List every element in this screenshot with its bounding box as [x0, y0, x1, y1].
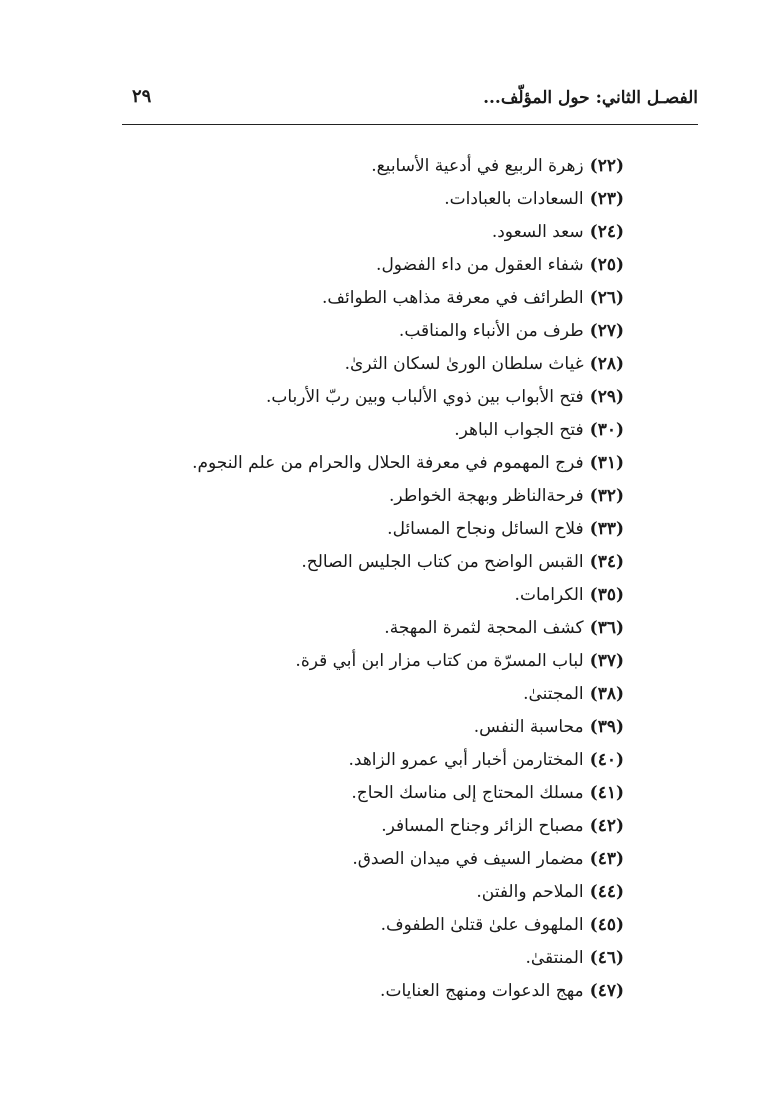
item-title: لباب المسرّة من كتاب مزار ابن أبي قرة.: [295, 651, 584, 671]
list-item: [64, 843, 624, 876]
page-header: [122, 84, 698, 118]
item-number: (٢٤): [589, 222, 624, 242]
list-item: [64, 381, 624, 414]
list-item: [64, 744, 624, 777]
item-number: (٣٧): [589, 651, 624, 671]
item-title: المجتنىٰ.: [523, 684, 584, 704]
list-item: [64, 942, 624, 975]
item-title: الطرائف في معرفة مذاهب الطوائف.: [322, 288, 584, 308]
list-item: [64, 579, 624, 612]
item-title: فرحةالناظر وبهجة الخواطر.: [389, 486, 584, 506]
list-item: [64, 513, 624, 546]
item-number: (٤٥): [589, 915, 624, 935]
item-number: (٤٣): [589, 849, 624, 869]
list-item: [64, 810, 624, 843]
list-item: [64, 777, 624, 810]
item-title: الملاحم والفتن.: [476, 882, 584, 902]
item-title: سعد السعود.: [491, 222, 584, 242]
item-title: فرج المهموم في معرفة الحلال والحرام من علم النجوم.: [192, 453, 584, 473]
item-number: (٤٠): [589, 750, 624, 770]
item-number: (٤٤): [589, 882, 624, 902]
item-number: (٢٧): [589, 321, 624, 341]
item-number: (٤٦): [589, 948, 624, 968]
item-number: (٣٨): [589, 684, 624, 704]
item-number: (٣٩): [589, 717, 624, 737]
item-number: (٣٥): [589, 585, 624, 605]
item-title: القبس الواضح من كتاب الجليس الصالح.: [301, 552, 584, 572]
item-number: (٢٩): [589, 387, 624, 407]
list-item: [64, 348, 624, 381]
item-title: طرف من الأنباء والمناقب.: [398, 321, 584, 341]
list-item: [64, 249, 624, 282]
page-number: ٢٩: [132, 86, 152, 107]
item-title: مهج الدعوات ومنهج العنايات.: [380, 981, 584, 1001]
item-number: (٢٣): [589, 189, 624, 209]
item-title: مسلك المحتاج إلى مناسك الحاج.: [351, 783, 584, 803]
list-item: [64, 711, 624, 744]
item-number: (٣١): [589, 453, 624, 473]
list-item: [64, 612, 624, 645]
list-item: [64, 150, 624, 183]
item-title: كشف المحجة لثمرة المهجة.: [384, 618, 584, 638]
list-item: [64, 975, 624, 1008]
item-title: الكرامات.: [514, 585, 584, 605]
item-title: محاسبة النفس.: [473, 717, 584, 737]
item-number: (٤٢): [589, 816, 624, 836]
item-number: (٢٥): [589, 255, 624, 275]
list-item: [64, 183, 624, 216]
item-number: (٤٧): [589, 981, 624, 1001]
item-number: (٢٢): [589, 156, 624, 176]
item-title: غياث سلطان الورىٰ لسكان الثرىٰ.: [344, 354, 584, 374]
chapter-title: الفصـل الثاني: حول المؤلّف...: [483, 88, 698, 108]
list-item: [64, 282, 624, 315]
item-title: فتح الجواب الباهر.: [454, 420, 584, 440]
item-title: المختارمن أخبار أبي عمرو الزاهد.: [348, 750, 584, 770]
item-title: المنتقىٰ.: [525, 948, 584, 968]
item-title: مصباح الزائر وجناح المسافر.: [381, 816, 584, 836]
list-item: [64, 678, 624, 711]
list-item: [64, 645, 624, 678]
item-number: (٣٦): [589, 618, 624, 638]
list-item: [64, 909, 624, 942]
list-item: [64, 216, 624, 249]
list-item: [64, 480, 624, 513]
book-list: [64, 150, 624, 1008]
list-item: [64, 876, 624, 909]
list-item: [64, 414, 624, 447]
item-title: فلاح السائل ونجاح المسائل.: [387, 519, 584, 539]
item-number: (٣٢): [589, 486, 624, 506]
item-title: فتح الأبواب بين ذوي الألباب وبين ربّ الأرباب.: [265, 387, 584, 407]
item-number: (٣٤): [589, 552, 624, 572]
item-number: (٢٨): [589, 354, 624, 374]
list-item: [64, 546, 624, 579]
item-title: شفاء العقول من داء الفضول.: [376, 255, 584, 275]
item-title: السعادات بالعبادات.: [444, 189, 584, 209]
item-number: (٤١): [589, 783, 624, 803]
list-item: [64, 447, 624, 480]
list-item: [64, 315, 624, 348]
item-title: مضمار السيف في ميدان الصدق.: [352, 849, 584, 869]
item-title: زهرة الربيع في أدعية الأسابيع.: [371, 156, 584, 176]
item-number: (٣٠): [589, 420, 624, 440]
header-divider: [122, 124, 698, 125]
item-title: الملهوف علىٰ قتلىٰ الطفوف.: [380, 915, 584, 935]
item-number: (٣٣): [589, 519, 624, 539]
item-number: (٢٦): [589, 288, 624, 308]
